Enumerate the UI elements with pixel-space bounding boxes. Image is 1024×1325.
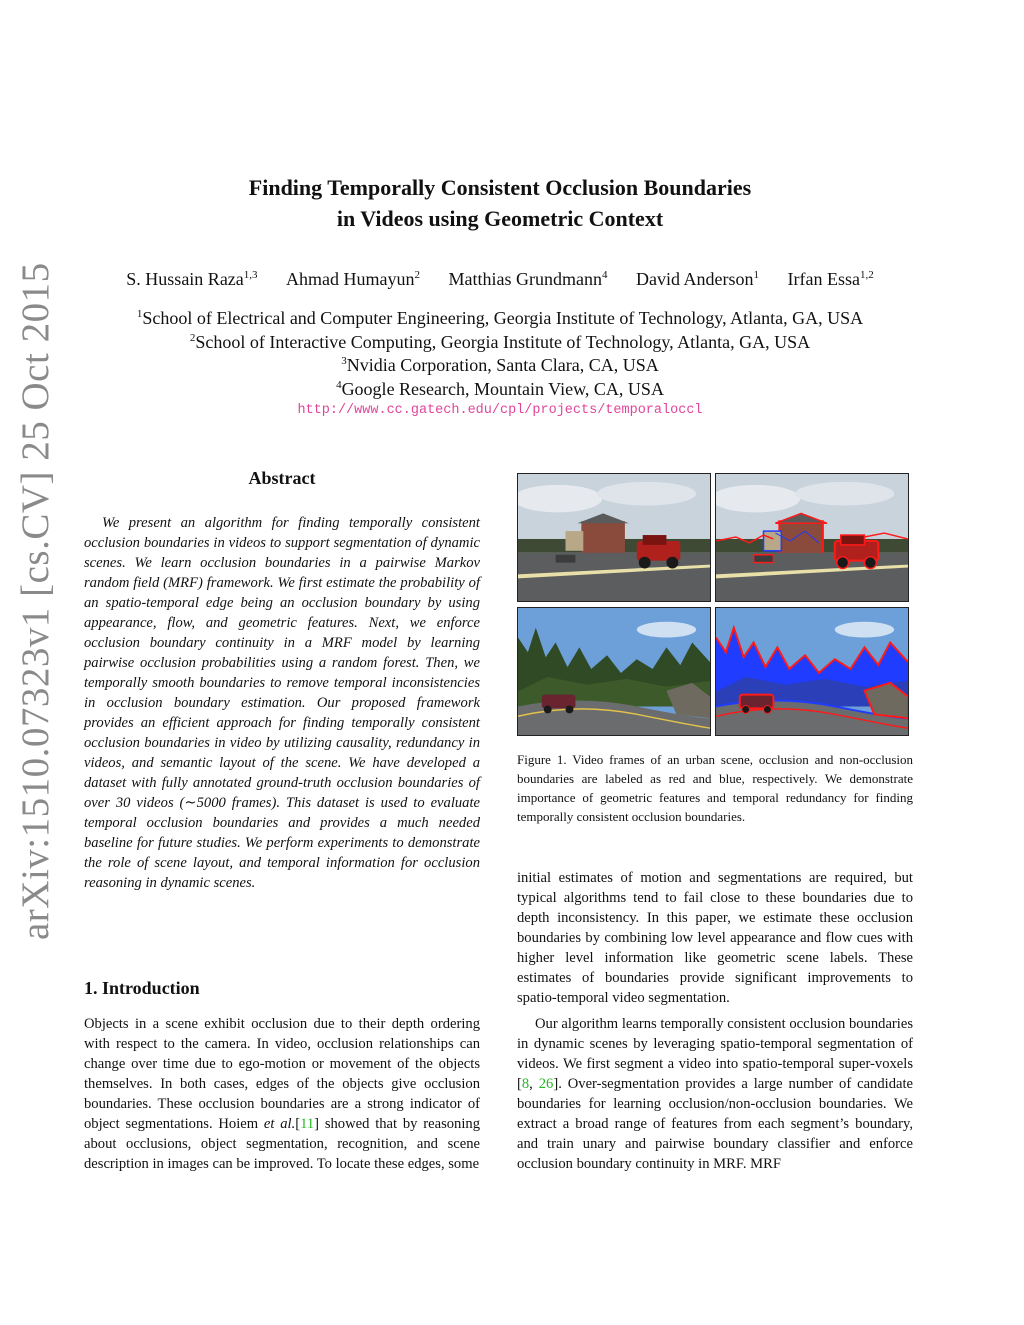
citation-link[interactable]: 11 <box>300 1116 315 1132</box>
abstract-heading: Abstract <box>248 468 316 488</box>
figure-caption: Figure 1. Video frames of an urban scene, occlusion and non-occlusion boundaries are labeled as red and blue, respectively. We demonstrate importance of geometric features and temporal redundancy for finding temporally consistent occlusion boundaries. <box>517 752 913 824</box>
figure-urban-labeled-image <box>715 473 909 602</box>
author: Ahmad Humayun$^2$ <box>286 269 421 289</box>
introduction-paragraph: Objects in a scene exhibit occlusion due to their depth ordering with respect to the camera. In video, occlusion relationships can change over time due to ego-motion or movement of the objects themselves. In both cases, edges of the objects give occlusion boundaries. These occlusion boundaries are a strong indicator of object segmentations. Hoiem et al.[11] showed that by reasoning about occlusions, object segmentation, recognition, and scene description in images can be improved. To locate these edges, some <box>84 1016 480 1172</box>
author: S. Hussain Raza$^{1,3}$ <box>126 269 258 289</box>
title-block <box>80 172 920 234</box>
title-line-1: Finding Temporally Consistent Occlusion Boundaries <box>248 175 752 200</box>
introduction-paragraph: initial estimates of motion and segmentations are required, but typical algorithms tend to fail close to these boundaries due to depth inconsistency. In this paper, we estimate these occlusion boundaries by combining low level appearance and flow cues with higher level information like geometric scene labels. These estimates of boundaries provide significant improvements to spatio-temporal video segmentation. <box>517 870 913 1006</box>
introduction-paragraph: Our algorithm learns temporally consistent occlusion boundaries in dynamic scenes by leveraging spatio-temporal segmentation of videos. We first segment a video into spatio-temporal super-voxels [8, 26]. Over-segmentation provides a large number of candidate boundaries for learning occlusion/non-occlusion boundaries. We extract a broad range of features from each segment’s boundary, and train unary and pairwise boundary classifier and enforce occlusion boundary continuity in MRF. MRF <box>517 1016 914 1172</box>
abstract-text: We present an algorithm for finding temporally consistent occlusion boundaries in videos to support segmentation of dynamic scenes. We learn occlusion boundaries in a pairwise Markov random field (MRF) framework. We first estimate the probability of an spatio-temporal edge being an occlusion boundary by using appearance, flow, and geometric features. Next, we enforce occlusion boundary continuity in a MRF model by learning pairwise occlusion probabilities using a random forest. Then, we temporally smooth boundaries to remove temporal inconsistencies in occlusion boundary estimation. Our proposed framework provides an efficient approach for finding temporally consistent occlusion boundaries in video by utilizing causality, redundancy in videos, and semantic layout of the scene. We have developed a dataset with fully annotated ground-truth occlusion boundaries of over 30 videos (∼5000 frames). This dataset is used to evaluate temporal occlusion boundaries and provides a much needed baseline for future studies. We perform experiments to demonstrate the role of scene layout, and temporal information for occlusion reasoning in dynamic scenes. <box>84 515 480 891</box>
affiliation: $^1$School of Electrical and Computer Engineering, Georgia Institute of Technology, Atlanta, GA, USA <box>136 308 864 328</box>
affiliation: $^3$Nvidia Corporation, Santa Clara, CA, USA <box>341 355 659 375</box>
paper-title <box>80 172 920 234</box>
project-url-link[interactable]: http://www.cc.gatech.edu/cpl/projects/temporaloccl <box>297 403 703 418</box>
author: Irfan Essa$^{1,2}$ <box>787 269 874 289</box>
affiliation: $^2$School of Interactive Computing, Georgia Institute of Technology, Atlanta, GA, USA <box>189 331 811 352</box>
figure-forest-labeled-image <box>715 607 909 736</box>
arxiv-stamp: arXiv:1510.07323v1 [cs.CV] 25 Oct 2015 <box>14 262 57 940</box>
figure-1 <box>517 473 913 737</box>
author: David Anderson$^1$ <box>636 269 759 289</box>
figure-forest-original-image <box>517 607 711 736</box>
author: Matthias Grundmann$^4$ <box>448 269 608 289</box>
affiliation-list <box>80 307 920 401</box>
citation-link[interactable]: 26 <box>538 1076 554 1092</box>
citation-link[interactable]: 8 <box>521 1076 530 1092</box>
figure-urban-original-image <box>517 473 711 602</box>
author-list <box>80 269 920 290</box>
affiliation: $^4$Google Research, Mountain View, CA, USA <box>336 378 664 399</box>
title-line-2: in Videos using Geometric Context <box>336 206 664 231</box>
introduction-heading: 1. Introduction <box>84 978 200 998</box>
